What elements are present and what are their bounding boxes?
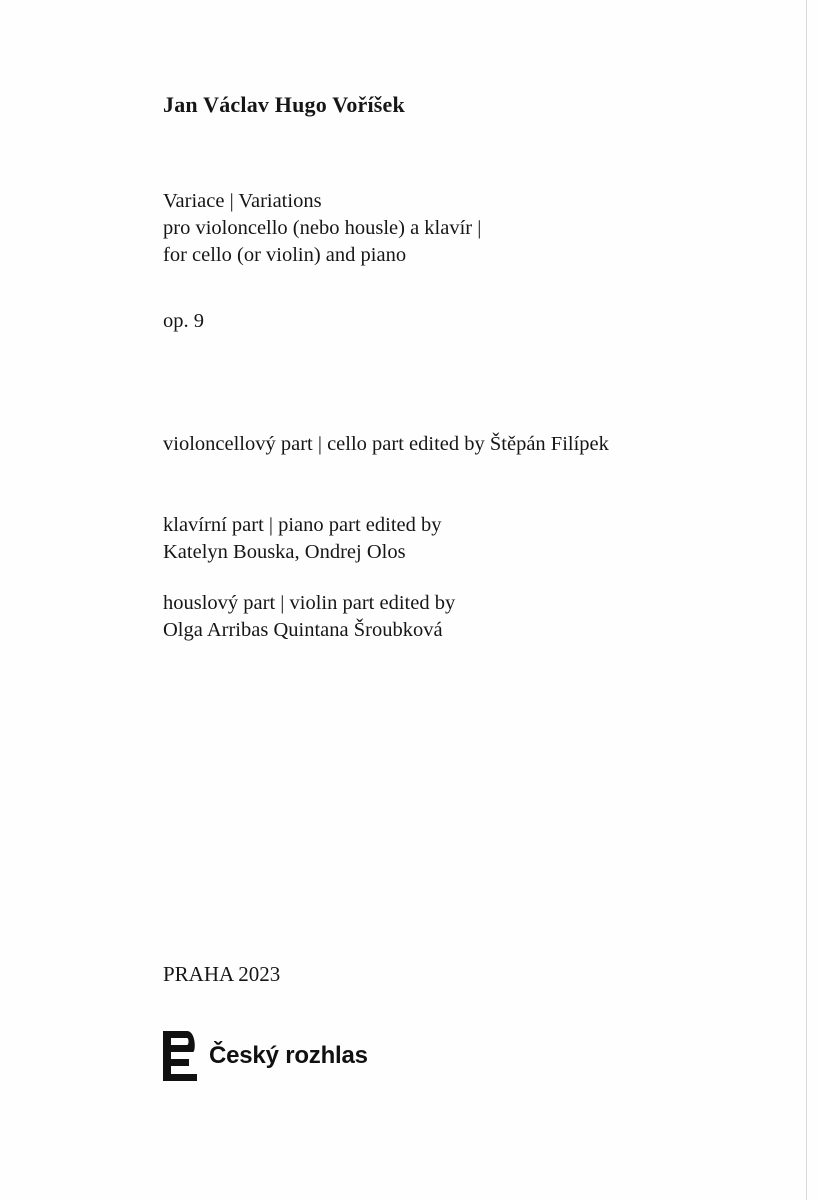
work-title xyxy=(163,188,783,269)
violin-credit-line-2: Olga Arribas Quintana Šroubková xyxy=(163,619,443,641)
title-line-2: pro violoncello (nebo housle) a klavír | xyxy=(163,217,482,239)
composer-name: Jan Václav Hugo Voříšek xyxy=(163,92,405,117)
imprint-place-year: PRAHA 2023 xyxy=(163,962,281,986)
violin-credit-line-1: houslový part | violin part edited by xyxy=(163,592,456,614)
publisher-logo xyxy=(163,1031,368,1081)
cesky-rozhlas-logo-icon xyxy=(163,1031,197,1081)
title-line-1: Variace | Variations xyxy=(163,190,322,212)
page-edge-line xyxy=(806,0,807,1200)
piano-editor-credit xyxy=(163,512,783,566)
piano-credit-line-2: Katelyn Bouska, Ondrej Olos xyxy=(163,541,406,563)
publisher-name: Český rozhlas xyxy=(209,1042,368,1069)
piano-credit-line-1: klavírní part | piano part edited by xyxy=(163,514,442,536)
violin-editor-credit xyxy=(163,590,783,644)
cello-editor-credit xyxy=(163,433,783,456)
title-line-3: for cello (or violin) and piano xyxy=(163,244,407,266)
cello-credit-line: violoncellový part | cello part edited by Štěpán Filípek xyxy=(163,433,609,455)
opus-number: op. 9 xyxy=(163,310,204,332)
